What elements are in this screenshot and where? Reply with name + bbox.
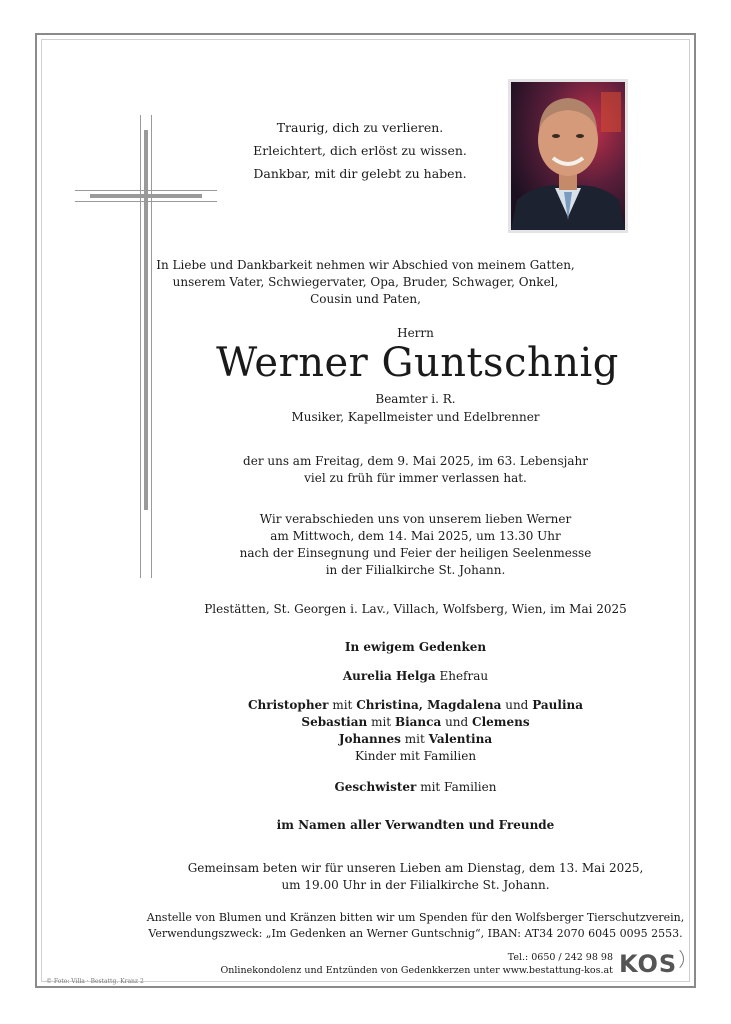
title-line-1: Beamter i. R. — [375, 392, 456, 406]
memory-heading: In ewigem Gedenken — [344, 640, 487, 654]
partner-name: Valentina — [428, 732, 493, 746]
portrait-photo — [508, 79, 628, 233]
farewell-line-1: Wir verabschieden uns von unserem lieben Werner — [259, 512, 572, 526]
partner-name: Bianca — [394, 715, 442, 729]
verse-line-3: Dankbar, mit dir gelebt zu haben. — [253, 166, 467, 181]
intro-line-2: unserem Vater, Schwiegervater, Opa, Bruder, Schwager, Onkel, — [172, 275, 559, 289]
donation-line-1: Anstelle von Blumen und Kränzen bitten wir um Spenden für den Wolfsberger Tierschutzverein, — [146, 911, 685, 924]
siblings-line — [50, 780, 731, 794]
farewell-line-2: am Mittwoch, dem 14. Mai 2025, um 13.30 Uhr — [270, 529, 561, 543]
partner-name: Clemens — [472, 715, 530, 729]
logo-arc-icon — [656, 946, 684, 972]
death-line-1: der uns am Freitag, dem 9. Mai 2025, im 63. Lebensjahr — [243, 454, 588, 468]
siblings-suffix: mit Familien — [420, 780, 497, 794]
children-line-1 — [50, 698, 731, 712]
farewell-line-4: in der Filialkirche St. Johann. — [325, 563, 506, 577]
deceased-name: Werner Guntschnig — [216, 340, 619, 386]
siblings-name: Geschwister — [334, 780, 417, 794]
title-line-2: Musiker, Kapellmeister und Edelbrenner — [291, 410, 540, 424]
kos-logo: KOS — [619, 950, 678, 978]
children-line-2 — [50, 715, 731, 729]
child-name: Sebastian — [301, 715, 368, 729]
child-name: Christopher — [247, 698, 329, 712]
footer-phone: Tel.: 0650 / 242 98 98 — [507, 952, 613, 963]
partner-name: Paulina — [532, 698, 584, 712]
child-name: Johannes — [338, 732, 401, 746]
death-line-2: viel zu früh für immer verlassen hat. — [304, 471, 527, 485]
spouse-role: Ehefrau — [439, 669, 489, 683]
relatives-line: im Namen aller Verwandten und Freunde — [276, 818, 555, 832]
spouse-line — [50, 669, 731, 683]
farewell-line-3: nach der Einsegnung und Feier der heiligen Seelenmesse — [239, 546, 592, 560]
prayer-line-1: Gemeinsam beten wir für unseren Lieben am Dienstag, dem 13. Mai 2025, — [187, 861, 644, 875]
salutation: Herrn — [397, 326, 434, 340]
connector: und — [505, 698, 529, 712]
children-line-3 — [50, 732, 731, 746]
footer-online: Onlinekondolenz und Entzünden von Gedenkkerzen unter www.bestattung-kos.at — [220, 965, 613, 976]
intro-line-1: In Liebe und Dankbarkeit nehmen wir Abschied von meinem Gatten, — [156, 258, 575, 272]
donation-line-2: Verwendungszweck: „Im Gedenken an Werner Guntschnig“, IBAN: AT34 2070 6045 0095 2553. — [148, 927, 683, 940]
verse-line-1: Traurig, dich zu verlieren. — [276, 120, 444, 135]
prayer-line-2: um 19.00 Uhr in der Filialkirche St. Johann. — [281, 878, 550, 892]
connector: mit — [371, 715, 392, 729]
spouse-name: Aurelia Helga — [342, 669, 436, 683]
children-line-4: Kinder mit Familien — [354, 749, 477, 763]
partner-name: Christina, Magdalena — [356, 698, 502, 712]
photo-credit: © Foto: Villa · Bestattg. Kranz 2 — [46, 978, 144, 985]
verse-line-2: Erleichtert, dich erlöst zu wissen. — [253, 143, 467, 158]
connector: mit — [404, 732, 425, 746]
intro-line-3: Cousin und Paten, — [310, 292, 421, 306]
connector: mit — [332, 698, 353, 712]
connector: und — [445, 715, 469, 729]
places-date: Plestätten, St. Georgen i. Lav., Villach, Wolfsberg, Wien, im Mai 2025 — [204, 602, 627, 616]
